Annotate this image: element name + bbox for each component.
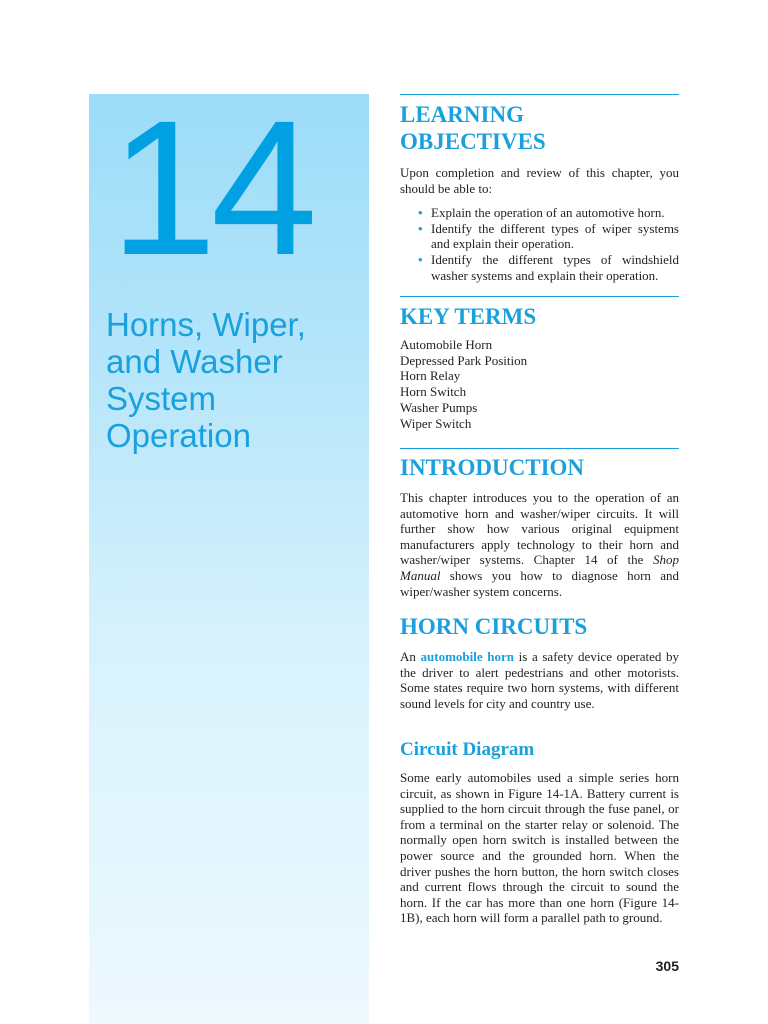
- chapter-number: 14: [110, 80, 312, 295]
- list-item: Wiper Switch: [400, 415, 472, 431]
- list-item: Washer Pumps: [400, 399, 478, 415]
- learning-objectives-heading: [400, 101, 679, 155]
- list-item: Depressed Park Position: [400, 352, 528, 368]
- list-item: Horn Switch: [400, 384, 467, 400]
- horn-circuits-paragraph: An automobile horn is a safety device operated by the driver to alert pedestrians and other motorists. Some states require two horn systems, with different sound levels for city and country use.: [400, 649, 680, 711]
- bullet-icon: •: [418, 251, 423, 267]
- key-terms-list: [400, 337, 679, 431]
- list-item: • Identify the different types of windshield washer systems and explain their operation.: [418, 251, 679, 283]
- chapter-title-line: and Washer: [106, 343, 283, 380]
- list-item: • Identify the different types of wiper systems and explain their operation.: [418, 220, 679, 252]
- heading-line: LEARNING: [400, 102, 524, 127]
- chapter-title-line: Horns, Wiper,: [106, 306, 306, 343]
- circuit-diagram-heading: Circuit Diagram: [400, 739, 535, 760]
- chapter-title-line: System: [106, 380, 217, 417]
- page-number: 305: [655, 958, 679, 974]
- chapter-title-line: Operation: [106, 417, 251, 454]
- objectives-intro: Upon completion and review of this chapter, you should be able to:: [400, 165, 679, 196]
- circuit-diagram-section: [400, 739, 679, 926]
- key-terms-heading: KEY TERMS: [400, 304, 537, 329]
- introduction-heading: INTRODUCTION: [400, 455, 585, 480]
- chapter-title: [106, 306, 366, 454]
- bullet-icon: •: [418, 220, 423, 236]
- introduction-section: [400, 448, 679, 599]
- bullet-icon: •: [418, 205, 423, 221]
- horn-circuits-heading: HORN CIRCUITS: [400, 614, 588, 639]
- list-item: Horn Relay: [400, 368, 461, 384]
- key-term-automobile-horn: automobile horn: [420, 649, 515, 664]
- learning-objectives-section: [400, 94, 679, 283]
- list-item: Automobile Horn: [400, 337, 493, 352]
- horn-circuits-section: [400, 613, 679, 711]
- heading-line: OBJECTIVES: [400, 129, 546, 154]
- introduction-paragraph: This chapter introduces you to the operation of an automotive horn and washer/wiper circuits. It will further show how various original equipment manufacturers apply technology to their horn and washer/wiper systems. Chapter 14 of the Shop Manual shows you how to diagnose horn and wiper/washer system concerns.: [400, 490, 679, 599]
- objectives-list: [400, 205, 679, 283]
- circuit-diagram-paragraph: Some early automobiles used a simple series horn circuit, as shown in Figure 14-1A. Battery current is supplied to the horn circuit through the fuse panel, or from a terminal on the starter relay or solenoid. The normally open horn switch is installed between the power source and the grounded horn. When the driver pushes the horn button, the horn switch closes and current flows through the circuit to sound the horn. If the car has more than one horn (Figure 14-1B), each horn will form a parallel path to ground.: [400, 770, 679, 926]
- list-item: • Explain the operation of an automotive horn.: [418, 205, 665, 221]
- key-terms-section: [400, 296, 679, 431]
